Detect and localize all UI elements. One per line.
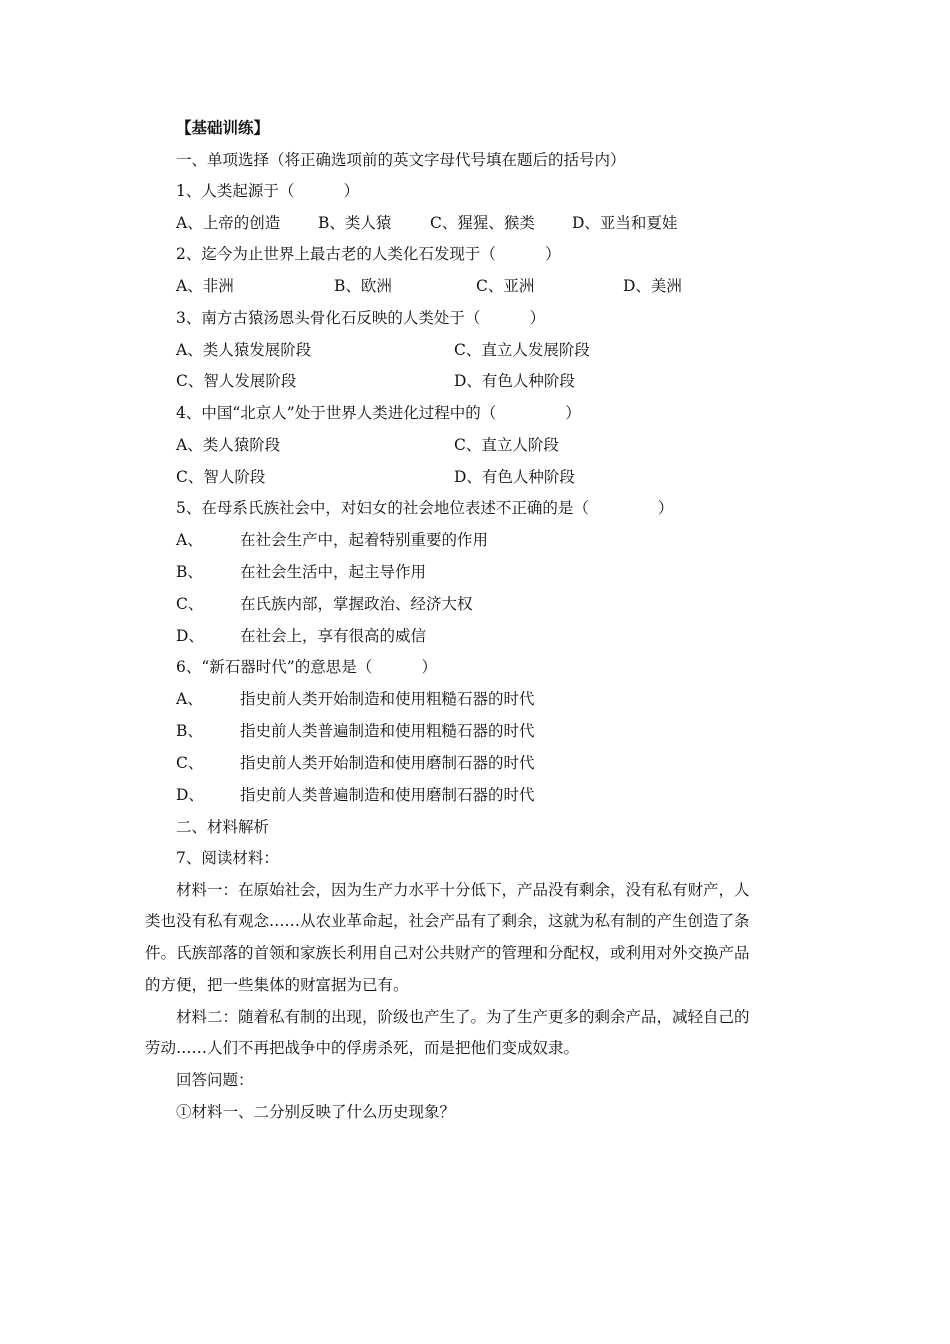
material-one-line: 材料一：在原始社会，因为生产力水平十分低下，产品没有剩余，没有私有财产，人 bbox=[176, 881, 750, 899]
q1-option-b: B、类人猿 bbox=[318, 214, 392, 232]
q5-letter-c: C、 bbox=[176, 595, 204, 613]
q2-option-b: B、欧洲 bbox=[334, 277, 392, 295]
q6-letter-b: B、 bbox=[176, 722, 203, 740]
q4-option-c2: C、智人阶段 bbox=[176, 468, 266, 486]
q5-option-d: 在社会上，享有很高的威信 bbox=[240, 627, 427, 645]
q6-letter-d: D、 bbox=[176, 786, 204, 804]
question-3-stem: 3、南方古猿汤恩头骨化石反映的人类处于（ ） bbox=[176, 309, 546, 327]
q2-option-d: D、美洲 bbox=[623, 277, 682, 295]
q3-option-c1: C、直立人发展阶段 bbox=[454, 341, 590, 359]
q5-option-b: 在社会生活中，起主导作用 bbox=[240, 563, 427, 581]
q1-option-d: D、亚当和夏娃 bbox=[572, 214, 678, 232]
question-2-stem: 2、迄今为止世界上最古老的人类化石发现于（ ） bbox=[176, 245, 561, 263]
section-one-title: 一、单项选择（将正确选项前的英文字母代号填在题后的括号内） bbox=[176, 151, 626, 169]
q5-letter-b: B、 bbox=[176, 563, 203, 581]
material-two-line: 劳动……人们不再把战争中的俘虏杀死，而是把他们变成奴隶。 bbox=[145, 1039, 580, 1057]
q4-option-a: A、类人猿阶段 bbox=[176, 436, 281, 454]
sub-question-1: ①材料一、二分别反映了什么历史现象？ bbox=[176, 1103, 456, 1121]
q3-option-c2: C、智人发展阶段 bbox=[176, 372, 297, 390]
q6-option-d: 指史前人类普遍制造和使用磨制石器的时代 bbox=[240, 786, 535, 804]
q6-option-b: 指史前人类普遍制造和使用粗糙石器的时代 bbox=[240, 722, 535, 740]
material-one-line: 类也没有私有观念……从农业革命起，社会产品有了剩余，这就为私有制的产生创造了条 bbox=[145, 912, 750, 930]
q5-option-a: 在社会生产中，起着特别重要的作用 bbox=[240, 531, 489, 549]
q4-option-c1: C、直立人阶段 bbox=[454, 436, 559, 454]
q5-letter-d: D、 bbox=[176, 627, 204, 645]
question-4-stem: 4、中国“北京人”处于世界人类进化过程中的（ ） bbox=[176, 404, 581, 422]
q3-option-a: A、类人猿发展阶段 bbox=[176, 341, 312, 359]
section-two-title: 二、材料解析 bbox=[176, 818, 270, 836]
answer-label: 回答问题： bbox=[176, 1071, 254, 1089]
material-two-line: 材料二：随着私有制的出现，阶级也产生了。为了生产更多的剩余产品，减轻自己的 bbox=[176, 1008, 750, 1026]
q1-option-c: C、猩猩、猴类 bbox=[430, 214, 535, 232]
q4-option-d: D、有色人种阶段 bbox=[454, 468, 575, 486]
q6-option-c: 指史前人类开始制造和使用磨制石器的时代 bbox=[240, 754, 535, 772]
q5-option-c: 在氏族内部，掌握政治、经济大权 bbox=[240, 595, 473, 613]
material-one-line: 件。氏族部落的首领和家族长利用自己对公共财产的管理和分配权，或利用对外交换产品 bbox=[145, 944, 750, 962]
q6-letter-c: C、 bbox=[176, 754, 204, 772]
q6-option-a: 指史前人类开始制造和使用粗糙石器的时代 bbox=[240, 690, 535, 708]
q3-option-d: D、有色人种阶段 bbox=[454, 372, 575, 390]
question-6-stem: 6、“新石器时代”的意思是（ ） bbox=[176, 658, 437, 676]
material-one-line: 的方便，把一些集体的财富据为已有。 bbox=[145, 976, 409, 994]
q6-letter-a: A、 bbox=[176, 690, 203, 708]
question-7-stem: 7、阅读材料： bbox=[176, 849, 279, 867]
q2-option-a: A、非洲 bbox=[176, 277, 234, 295]
q2-option-c: C、亚洲 bbox=[476, 277, 535, 295]
question-1-stem: 1、人类起源于（ ） bbox=[176, 182, 360, 200]
q5-letter-a: A、 bbox=[176, 531, 203, 549]
question-5-stem: 5、在母系氏族社会中，对妇女的社会地位表述不正确的是（ ） bbox=[176, 499, 674, 517]
section-heading: 【基础训练】 bbox=[176, 118, 270, 137]
q1-option-a: A、上帝的创造 bbox=[176, 214, 281, 232]
